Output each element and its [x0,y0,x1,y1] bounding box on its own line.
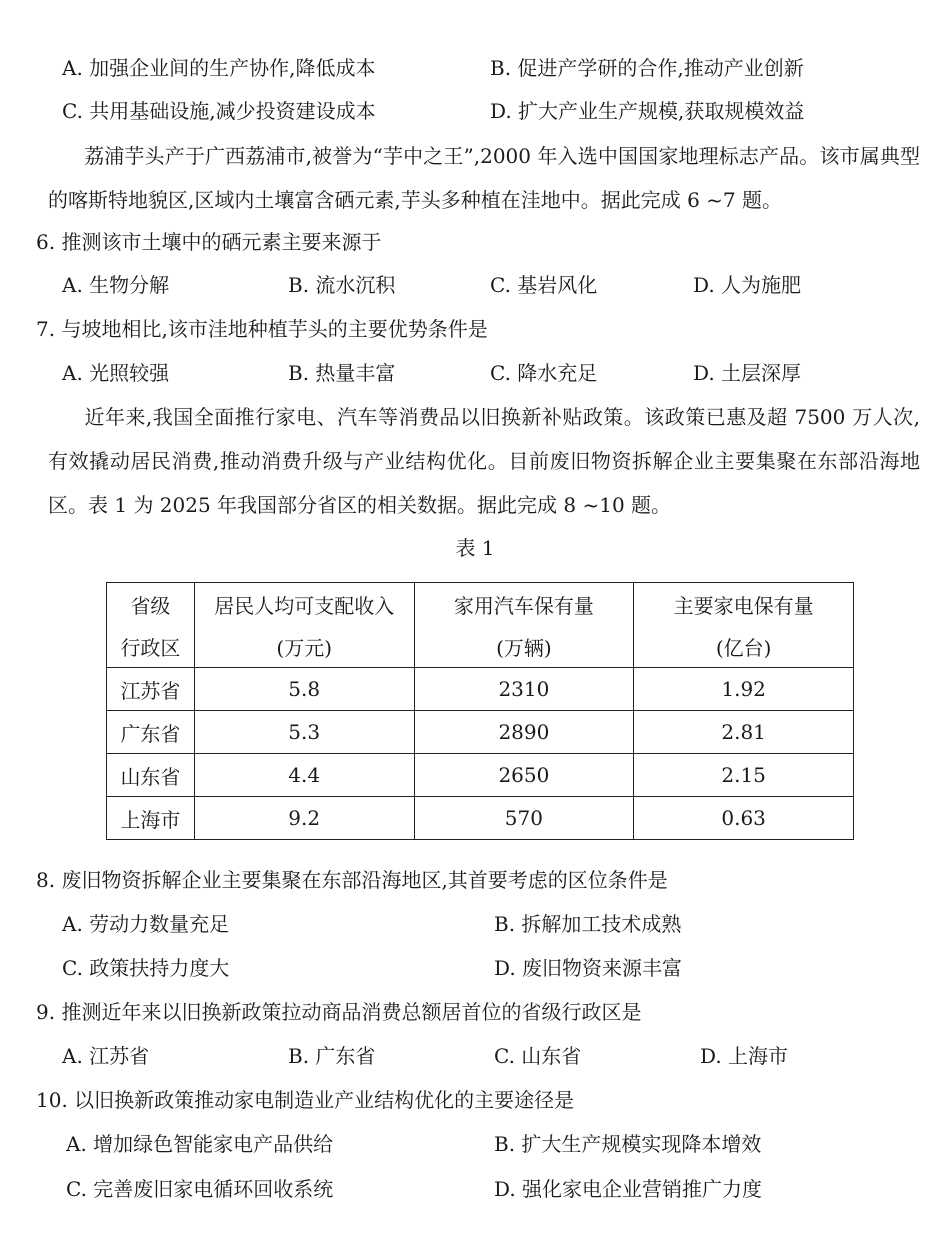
passage-8-10 [48,395,920,527]
table-cell: 江苏省 [107,668,195,711]
q10-option-d: D. 强化家电企业营销推广力度 [494,1177,763,1201]
header-province-top: 省级 [107,583,195,626]
q7-option-d: D. 土层深厚 [693,361,802,385]
q8-option-c: C. 政策扶持力度大 [62,956,230,980]
q6-option-d: D. 人为施肥 [693,273,802,297]
q9-option-a: A. 江苏省 [62,1044,150,1068]
table-cell: 4.4 [194,754,414,797]
table-cell: 5.8 [194,668,414,711]
table-caption: 表 1 [455,536,495,560]
table-header-row-top [107,583,854,626]
header-cars-top: 家用汽车保有量 [414,583,634,626]
q8-stem: 8. 废旧物资拆解企业主要集聚在东部沿海地区,其首要考虑的区位条件是 [36,868,668,892]
q5-option-c: C. 共用基础设施,减少投资建设成本 [62,99,376,123]
passage-8-10-text: 近年来,我国全面推行家电、汽车等消费品以旧换新补贴政策。该政策已惠及超 7500 万人次,有效撬动居民消费,推动消费升级与产业结构优化。目前废旧物资拆解企业主要集聚在东部沿海地区。表 1 为 2025 年我国部分省区的相关数据。据此完成 8 ~10 题。 [48,405,920,517]
header-income-top: 居民人均可支配收入 [194,583,414,626]
q8-option-b: B. 拆解加工技术成熟 [494,912,682,936]
table-cell: 5.3 [194,711,414,754]
q7-option-a: A. 光照较强 [62,361,170,385]
table-cell: 上海市 [107,797,195,840]
table-cell: 2.81 [634,711,854,754]
table-row [107,797,854,840]
header-income-unit: (万元) [194,625,414,668]
q8-option-a: A. 劳动力数量充足 [62,912,230,936]
q9-option-d: D. 上海市 [700,1044,789,1068]
q7-option-c: C. 降水充足 [490,361,598,385]
q7-option-b: B. 热量丰富 [288,361,396,385]
q6-stem: 6. 推测该市土壤中的硒元素主要来源于 [36,230,382,254]
q9-option-b: B. 广东省 [288,1044,376,1068]
q6-option-a: A. 生物分解 [62,273,170,297]
table-cell: 山东省 [107,754,195,797]
table-row [107,668,854,711]
header-province-bottom: 行政区 [107,625,195,668]
passage-6-7-text: 荔浦芋头产于广西荔浦市,被誉为“芋中之王”,2000 年入选中国国家地理标志产品。该市属典型的喀斯特地貌区,区域内土壤富含硒元素,芋头多种植在洼地中。据此完成 6 ~7 题。 [48,144,920,212]
q8-option-d: D. 废旧物资来源丰富 [494,956,683,980]
header-cars-unit: (万辆) [414,625,634,668]
q5-option-d: D. 扩大产业生产规模,获取规模效益 [490,99,805,123]
header-appliances-top: 主要家电保有量 [634,583,854,626]
q10-option-a: A. 增加绿色智能家电产品供给 [66,1132,334,1156]
table-cell: 2650 [414,754,634,797]
table-cell: 2310 [414,668,634,711]
q9-option-c: C. 山东省 [494,1044,582,1068]
table-row [107,754,854,797]
data-table [106,582,854,840]
q5-option-b: B. 促进产学研的合作,推动产业创新 [490,56,804,80]
table-cell: 0.63 [634,797,854,840]
table-cell: 2.15 [634,754,854,797]
q10-option-b: B. 扩大生产规模实现降本增效 [494,1132,762,1156]
q10-option-c: C. 完善废旧家电循环回收系统 [66,1177,334,1201]
table-cell: 2890 [414,711,634,754]
table-header-row-bottom [107,625,854,668]
table-row [107,711,854,754]
passage-6-7 [48,134,920,222]
q9-stem: 9. 推测近年来以旧换新政策拉动商品消费总额居首位的省级行政区是 [36,1000,642,1024]
table-cell: 1.92 [634,668,854,711]
q10-stem: 10. 以旧换新政策推动家电制造业产业结构优化的主要途径是 [36,1088,575,1112]
q7-stem: 7. 与坡地相比,该市洼地种植芋头的主要优势条件是 [36,317,488,341]
q5-option-a: A. 加强企业间的生产协作,降低成本 [62,56,376,80]
table-cell: 9.2 [194,797,414,840]
table-cell: 广东省 [107,711,195,754]
q6-option-c: C. 基岩风化 [490,273,598,297]
header-appliances-unit: (亿台) [634,625,854,668]
q6-option-b: B. 流水沉积 [288,273,396,297]
table-cell: 570 [414,797,634,840]
